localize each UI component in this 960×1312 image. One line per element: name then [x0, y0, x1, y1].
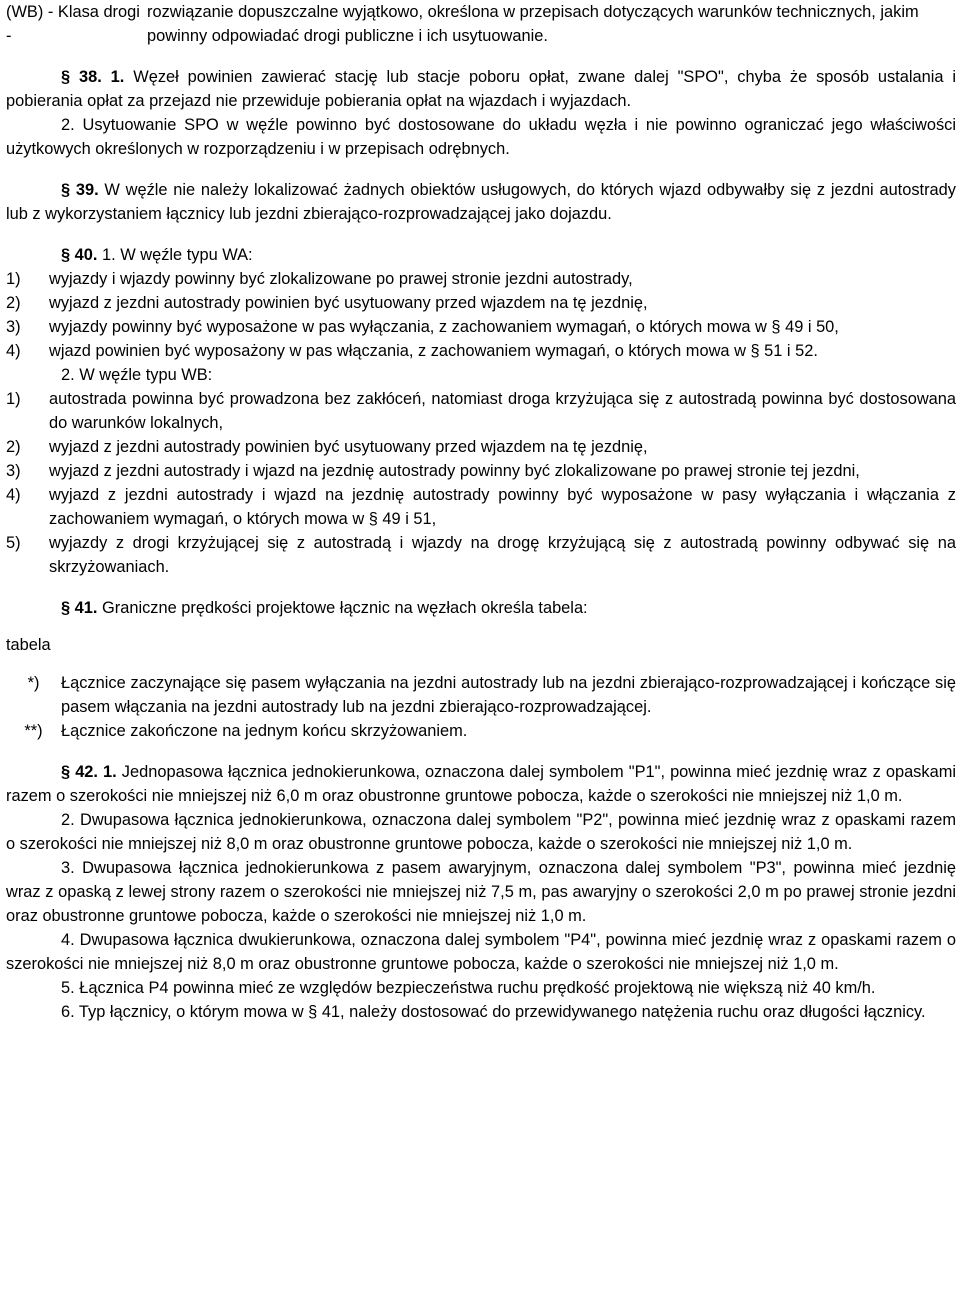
- list-item-text: wyjazdy powinny być wyposażone w pas wyłączania, z zachowaniem wymagań, o których mowa w § 49 i 50,: [49, 318, 839, 336]
- paragraph-38-1-text: Węzeł powinien zawierać stację lub stacje poboru opłat, zwane dalej "SPO", chyba że sposób ustalania i pobierania opłat za przejazd nie przewiduje pobierania opłat na wjazdach i wyjazdach.: [6, 68, 956, 110]
- paragraph-40-1-text: 1. W węźle typu WA:: [97, 246, 253, 264]
- list-item: [6, 435, 956, 459]
- document-page: [6, 0, 956, 1024]
- list-item-text: wyjazd z jezdni autostrady i wjazd na jezdnię autostrady powinny być zlokalizowane po prawej stronie tej jezdni,: [49, 462, 860, 480]
- list-item-text: wyjazd z jezdni autostrady powinien być usytuowany przed wjazdem na tę jezdnię,: [49, 294, 648, 312]
- list-item-text: wyjazd z jezdni autostrady powinien być usytuowany przed wjazdem na tę jezdnię,: [49, 438, 648, 456]
- footnotes: [6, 671, 956, 743]
- list-item: [6, 291, 956, 315]
- list-item-number: 3): [6, 462, 21, 480]
- wa-list: [6, 267, 956, 363]
- list-item-text: wyjazdy i wjazdy powinny być zlokalizowane po prawej stronie jezdni autostrady,: [49, 270, 633, 288]
- paragraph-42-item: 3. Dwupasowa łącznica jednokierunkowa z pasem awaryjnym, oznaczona dalej symbolem "P3", powinna mieć jezdnię wraz z opaską z lewej strony razem o szerokości nie mniejszej niż 7,5 m, pas awaryjny o szerokości 2,0 m po prawej stronie jezdni oraz obustronne gruntowe pobocza, każde o szerokości nie mniejszej niż 1,0 m.: [6, 859, 956, 925]
- paragraph-38-2: 2. Usytuowanie SPO w węźle powinno być dostosowane do układu węzła i nie powinno ograniczać jego właściwości użytkowych określonych w rozporządzeniu i w przepisach odrębnych.: [6, 116, 956, 158]
- wb-list: [6, 387, 956, 579]
- paragraph-39: [6, 178, 956, 226]
- list-item-number: 1): [6, 390, 21, 408]
- section-42-paragraphs: [6, 808, 956, 1024]
- list-item-number: 2): [6, 294, 21, 312]
- footnote-text: Łącznice zaczynające się pasem wyłączania na jezdni autostrady lub na jezdni zbierająco-rozprowadzającej i kończące się pasem włączania na jezdni autostrady lub na jezdni zbierająco-rozprowadzającej.: [61, 674, 956, 716]
- section-42-label: § 42. 1.: [61, 763, 117, 781]
- list-item-text: autostrada powinna być prowadzona bez zakłóceń, natomiast droga krzyżująca się z autostradą powinna być dostosowana do warunków lokalnych,: [49, 390, 956, 432]
- section-40-label: § 40.: [61, 246, 98, 264]
- footnote: [6, 719, 956, 743]
- footnote-mark: *): [27, 674, 40, 692]
- section-41-label: § 41.: [61, 599, 98, 617]
- footnote-mark: **): [24, 722, 43, 740]
- paragraph-41-text: Graniczne prędkości projektowe łącznic na węzłach określa tabela:: [97, 599, 588, 617]
- list-item: [6, 387, 956, 435]
- list-item: [6, 483, 956, 531]
- footnote-text: Łącznice zakończone na jednym końcu skrzyżowaniem.: [61, 722, 468, 740]
- definition-row: [6, 0, 956, 48]
- paragraph-42-1: [6, 760, 956, 808]
- list-item-text: wyjazdy z drogi krzyżującej się z autostradą i wjazdy na drogę krzyżującą się z autostradą powinny odbywać się na skrzyżowaniach.: [49, 534, 956, 576]
- paragraph-41: [6, 596, 956, 620]
- paragraph-42-item: 4. Dwupasowa łącznica dwukierunkowa, oznaczona dalej symbolem "P4", powinna mieć jezdnię wraz z opaskami razem o szerokości nie mniejszej niż 8,0 m oraz obustronne gruntowe pobocza, każde o szerokości nie mniejszej niż 1,0 m.: [6, 931, 956, 973]
- paragraph-42-item: 6. Typ łącznicy, o którym mowa w § 41, należy dostosować do przewidywanego natężenia ruchu oraz długości łącznicy.: [61, 1003, 926, 1021]
- paragraph-38-1: [6, 65, 956, 113]
- list-item-text: wjazd powinien być wyposażony w pas włączania, z zachowaniem wymagań, o których mowa w § 51 i 52.: [49, 342, 818, 360]
- definition-description: rozwiązanie dopuszczalne wyjątkowo, określona w przepisach dotyczących warunków technicznych, jakim powinny odpowiadać drogi publiczne i ich usytuowanie.: [147, 3, 919, 45]
- paragraph-42-item: 5. Łącznica P4 powinna mieć ze względów bezpieczeństwa ruchu prędkość projektową nie większą niż 40 km/h.: [61, 979, 876, 997]
- list-item-number: 4): [6, 342, 21, 360]
- paragraph-39-text: W węźle nie należy lokalizować żadnych obiektów usługowych, do których wjazd odbywałby się z jezdni autostrady lub z wykorzystaniem łącznicy lub jezdni zbierająco-rozprowadzającej jako dojazdu.: [6, 181, 956, 223]
- list-item: [6, 267, 956, 291]
- list-item-number: 1): [6, 270, 21, 288]
- paragraph-40-1-intro: [6, 243, 956, 267]
- list-item-text: wyjazd z jezdni autostrady i wjazd na jezdnię autostrady powinny być wyposażone w pasy wyłączania i włączania z zachowaniem wymagań, o których mowa w § 49 i 51,: [49, 486, 956, 528]
- footnote: [6, 671, 956, 719]
- section-39-label: § 39.: [61, 181, 99, 199]
- paragraph-42-1-text: Jednopasowa łącznica jednokierunkowa, oznaczona dalej symbolem "P1", powinna mieć jezdnię wraz z opaskami razem o szerokości nie mniejszej niż 6,0 m oraz obustronne gruntowe pobocza, każde o szerokości nie mniejszej niż 1,0 m.: [6, 763, 956, 805]
- paragraph-42-item: 2. Dwupasowa łącznica jednokierunkowa, oznaczona dalej symbolem "P2", powinna mieć jezdnię wraz z opaskami razem o szerokości nie mniejszej niż 8,0 m oraz obustronne gruntowe pobocza, każde o szerokości nie mniejszej niż 1,0 m.: [6, 811, 956, 853]
- table-label: tabela: [6, 636, 51, 654]
- list-item-number: 4): [6, 486, 21, 504]
- list-item: [6, 459, 956, 483]
- definition-term: (WB) - Klasa drogi -: [6, 3, 140, 45]
- list-item-number: 5): [6, 534, 21, 552]
- list-item: [6, 339, 956, 363]
- section-38-label: § 38. 1.: [61, 68, 125, 86]
- list-item-number: 2): [6, 438, 21, 456]
- list-item: [6, 531, 956, 579]
- list-item: [6, 315, 956, 339]
- paragraph-40-2-intro: 2. W węźle typu WB:: [61, 366, 213, 384]
- list-item-number: 3): [6, 318, 21, 336]
